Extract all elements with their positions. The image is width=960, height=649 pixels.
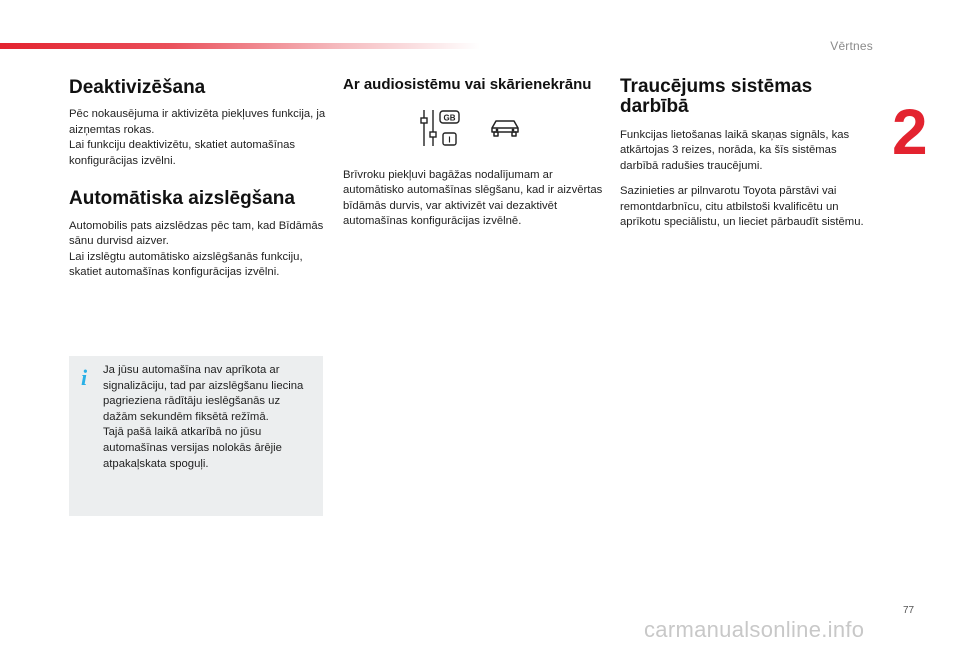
info-box <box>69 356 323 516</box>
middle-column <box>343 77 603 230</box>
section-label: Vērtnes <box>830 39 873 53</box>
left-column <box>69 77 327 281</box>
info-box-text: Ja jūsu automašīna nav aprīkota ar signalizāciju, tad par aizslēgšanu liecina pagrieziena rādītāju ieslēgšanās uz dažām sekundēm fiksētā režīmā. Tajā pašā laikā atkarībā no jūsu automašīnas versijas nolokās ārējie atpakaļskata spoguļi. <box>103 364 304 470</box>
chapter-number: 2 <box>892 96 928 168</box>
auto-lock-heading: Automātiska aizslēgšana <box>69 188 295 210</box>
auto-lock-text: Automobilis pats aizslēdzas pēc tam, kad Bīdāmās sānu durvisd aizver. Lai izslēgtu automātisko aizslēgšanās funkciju, skatiet automašīnas konfigurācijas izvēlni. <box>69 219 324 279</box>
settings-sliders-icon <box>419 108 461 148</box>
header-accent-bar <box>0 43 480 49</box>
right-column <box>620 77 870 231</box>
malfunction-heading: Traucējums sistēmas darbībā <box>620 76 813 117</box>
audio-heading: Ar audiosistēmu vai skārienekrānu <box>343 76 592 93</box>
watermark: carmanualsonline.info <box>644 617 865 642</box>
svg-text:GB: GB <box>443 113 456 122</box>
deactivation-heading: Deaktivizēšana <box>69 77 206 98</box>
audio-icons <box>419 108 603 148</box>
info-icon: i <box>81 365 88 390</box>
page-number: 77 <box>903 605 915 616</box>
car-icon <box>489 117 521 139</box>
audio-text: Brīvroku piekļuvi bagāžas nodalījumam ar automātisko automašīnas slēgšanu, kad ir aizvērtas bīdāmās durvis, var aktivizēt vai dezaktivēt automašīnas konfigurācijas izvēlnē. <box>343 168 603 227</box>
malfunction-text-2: Sazinieties ar pilnvarotu Toyota pārstāvi vai remontdarbnīcu, citu atbilstoši kvalificētu un aprīkotu speciālistu, un lieciet pārbaudīt sistēmu. <box>620 185 864 229</box>
svg-text:I: I <box>448 135 451 144</box>
deactivation-text: Pēc nokausējuma ir aktivizēta piekļuves funkcija, ja aizņemtas rokas. Lai funkciju deaktivizētu, skatiet automašīnas konfigurācijas izvēlni. <box>69 108 326 167</box>
malfunction-text-1: Funkcijas lietošanas laikā skaņas signāls, kas atkārtojas 3 reizes, norāda, ka šīs sistēmas darbībā radušies traucējumi. <box>620 128 850 172</box>
